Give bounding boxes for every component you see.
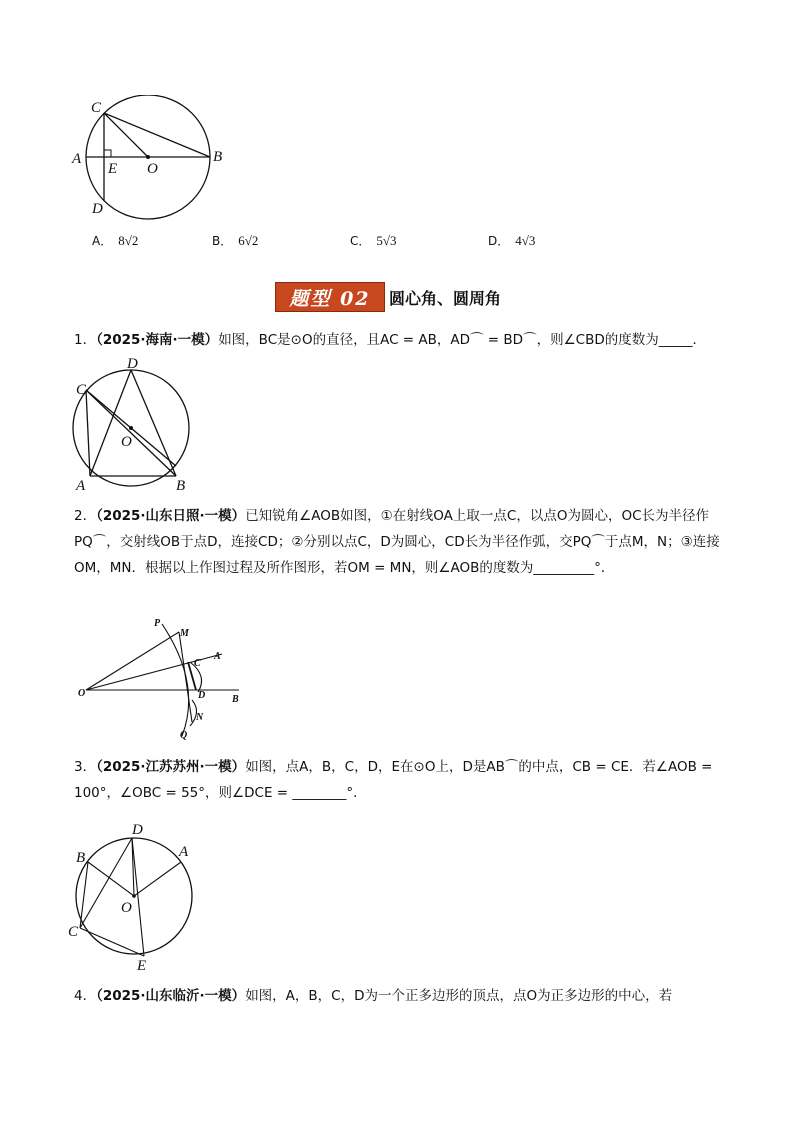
question-text: 如图，点A，B，C，D，E在⊙O上，D是AB⌒的中点，CB = CE．若∠AOB = 100°，∠OBC = 55°，则∠DCE = ________°．	[74, 759, 713, 801]
label-e: E	[108, 161, 118, 177]
figure-angle-construction	[74, 614, 250, 744]
question-2	[74, 503, 734, 581]
label-c: C	[76, 382, 87, 398]
label-a: A	[214, 651, 221, 662]
label-m: M	[180, 628, 189, 639]
option-c[interactable]: C． 5√3	[350, 233, 397, 248]
label-q: Q	[180, 730, 188, 741]
question-1	[74, 327, 734, 353]
question-number: 1．	[74, 332, 97, 348]
label-o: O	[78, 688, 86, 699]
question-source: （2025·江苏苏州·一模）	[96, 759, 246, 775]
section-header	[275, 282, 501, 312]
question-source: （2025·山东日照·一模）	[96, 508, 246, 524]
label-d: D	[198, 690, 206, 701]
question-text: 已知锐角∠AOB如图，①在射线OA上取一点C，以点O为圆心，OC长为半径作PQ⌒，交射线OB于点D，连接CD；②分别以点C，D为圆心，CD长为半径作弧，交PQ⌒于点M，N；③连接OM，MN．根据以上作图过程及所作图形，若OM = MN，则∠AOB的度数为_________°．	[74, 508, 720, 576]
question-3	[74, 754, 734, 806]
label-a: A	[76, 478, 86, 494]
option-b[interactable]: B． 6√2	[212, 233, 259, 248]
label-b: B	[76, 850, 86, 866]
label-c: C	[91, 100, 102, 116]
label-p: P	[154, 618, 161, 629]
label-o: O	[121, 434, 132, 450]
option-a[interactable]: A． 8√2	[92, 233, 139, 248]
label-c: C	[68, 924, 79, 940]
answer-options	[92, 232, 652, 252]
section-title: 圆心角、圆周角	[389, 288, 502, 308]
label-o: O	[121, 900, 132, 916]
question-number: 4．	[74, 988, 97, 1004]
figure-inscribed-triangle	[66, 356, 216, 494]
label-b: B	[176, 478, 186, 494]
question-text: 如图，A，B，C，D为一个正多边形的顶点，点O为正多边形的中心，若	[245, 988, 673, 1004]
question-number: 3．	[74, 759, 97, 775]
option-d[interactable]: D． 4√3	[488, 233, 536, 248]
label-b: B	[213, 149, 223, 165]
label-e: E	[137, 958, 147, 974]
label-n: N	[196, 712, 204, 723]
question-number: 2．	[74, 508, 97, 524]
question-4	[74, 983, 734, 1009]
figure-circle-chord-cd	[66, 95, 226, 225]
label-c: C	[194, 658, 201, 669]
label-d: D	[132, 822, 143, 838]
label-d: D	[92, 201, 103, 217]
label-o: O	[147, 161, 158, 177]
label-a: A	[179, 844, 189, 860]
question-text: 如图，BC是⊙O的直径，且AC = AB，AD⌒ = BD⌒，则∠CBD的度数为_____．	[218, 332, 707, 348]
question-source: （2025·山东临沂·一模）	[96, 988, 246, 1004]
question-source: （2025·海南·一模）	[96, 332, 219, 348]
figure-five-points-circle	[64, 818, 204, 974]
label-d: D	[127, 356, 138, 372]
label-a: A	[72, 151, 82, 167]
label-b: B	[232, 694, 239, 705]
section-badge: 题型 02	[275, 282, 385, 312]
